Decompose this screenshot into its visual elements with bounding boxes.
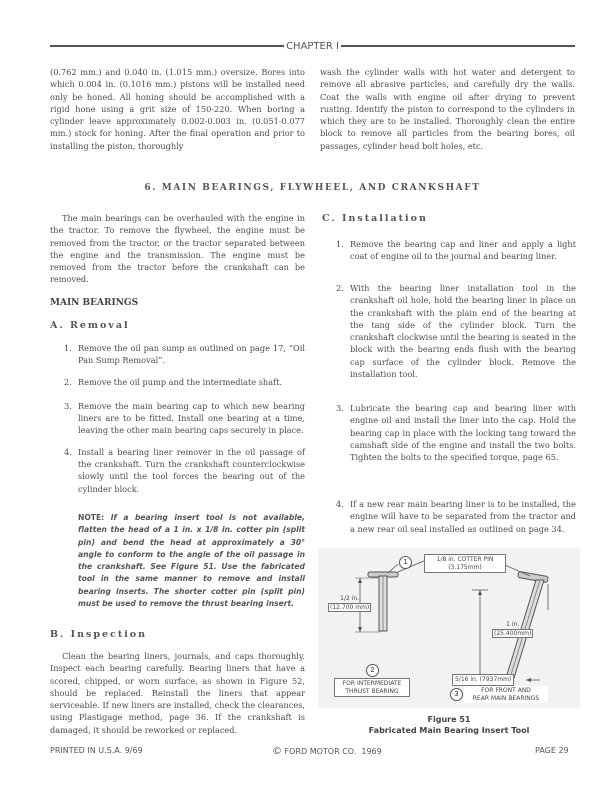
removal-step xyxy=(64,400,305,437)
section-title: 6. MAIN BEARINGS, FLYWHEEL, AND CRANKSHAFT xyxy=(144,183,481,193)
front-rear-main-label xyxy=(464,686,548,703)
step-text: Remove the oil pump and the intermediate shaft. xyxy=(78,376,282,387)
step-text: Remove the bearing cap and liner and apply a light coat of engine oil to the journal and bearing liner. xyxy=(350,239,576,262)
installation-step xyxy=(336,282,576,380)
step-number: 3. xyxy=(64,400,72,411)
intro-right-paragraph: wash the cylinder walls with hot water and detergent to remove all abrasive particles, and carefully dry the walls. Coat the walls with engine oil after drying to prevent rusting. Identify the piston to correspond to the cylinders in which they are to be installed. Thoroughly clean the entire block to remove all particles from the bearing bores, oil passages, cylinder head bolt holes, etc. xyxy=(320,67,575,151)
long-length-label xyxy=(490,620,535,639)
installation-heading: C. Installation xyxy=(322,213,428,224)
step-number: 2. xyxy=(336,283,344,293)
short-length-metric: (12.700 mm) xyxy=(330,603,370,611)
label-line: THRUST BEARING xyxy=(345,687,399,695)
removal-steps xyxy=(64,342,305,495)
step-text: Install a bearing liner remover in the oil passage of the crankshaft. Turn the crankshaft counterclockwise slowly until the tool forces the bearing out of the cylinder block. xyxy=(78,446,305,494)
label-line: FOR FRONT AND xyxy=(481,687,531,694)
step-number: 3. xyxy=(336,403,344,413)
header-rule-right xyxy=(341,45,575,47)
chapter-header xyxy=(50,40,575,52)
copyright-icon: © xyxy=(272,746,282,757)
figure-51-illustration xyxy=(318,548,580,708)
short-length-inch: 1/2 in. xyxy=(340,595,360,602)
step-text: With the bearing liner installation tool in the crankshaft oil hole, hold the bearing liner in place on the crankshaft with the plain end of the bearing at the tang side of the cylinder block. Turn the crankshaft clockwise until the bearing is seated in the block with the bearing ends flush with the bearing cap surface of the cylinder block. Remove the installation tool. xyxy=(350,283,576,380)
chapter-label: CHAPTER I xyxy=(286,40,339,52)
step-number: 4. xyxy=(336,499,344,509)
copyright-text: FORD MOTOR CO. 1969 xyxy=(284,747,382,756)
step-number: 1. xyxy=(336,239,344,249)
offset-label: 5/16 in. (7937mm) xyxy=(452,674,514,686)
step-number: 4. xyxy=(64,446,72,457)
step-text: Remove the oil pan sump as outlined on page 17, “Oil Pan Sump Removal”. xyxy=(78,343,305,366)
cotter-pin-size: 1/8 in. COTTER PIN xyxy=(436,556,494,563)
label-line: FOR INTERMEDIATE xyxy=(342,680,402,687)
step-text: If a new rear main bearing liner is to be installed, the engine will have to be separated from the tractor and a new rear oil seal installed as outlined on page 34. xyxy=(350,499,576,534)
inspection-paragraph: Clean the bearing liners, journals, and caps thoroughly. Inspect each bearing carefully. Bearing liners that have a scored, chipped, or worn surface, as shown in Figure 52, should be replaced. Reinstall the liners that appear serviceable. If new liners are installed, check the clearances, using Plastigage method, page 36. If the crankshaft is damaged, it should be reworked or replaced. xyxy=(50,651,305,735)
figure-caption-number: Figure 51 xyxy=(427,715,471,724)
removal-step xyxy=(64,342,305,367)
note-text: If a bearing insert tool is not available, flatten the head of a 1 in. x 1/8 in. cotter pin (split pin) and bend the head at approximately a 30° angle to conform to the angle of the oil passage in the crankshaft. See Figure 51. Use the fabricated tool in the same manner to remove and install bearing inserts. The shorter cotter pin (split pin) must be used to remove the thrust bearing insert. xyxy=(78,513,305,609)
note-label: NOTE: xyxy=(78,513,105,522)
removal-step xyxy=(64,376,305,388)
intermediate-thrust-label xyxy=(334,678,410,697)
callout-2: 2 xyxy=(366,664,379,677)
footer-copyright xyxy=(272,746,382,757)
step-text: Lubricate the bearing cap and bearing liner with engine oil and install the liner into the cap. Hold the bearing cap in place with the locking tang toward the camshaft side of the engine and install the two bolts. Tighten the bolts to the specified torque, page 65. xyxy=(350,403,576,463)
figure-caption-title: Fabricated Main Bearing Insert Tool xyxy=(368,726,530,735)
section-intro-paragraph: The main bearings can be overhauled with the engine in the tractor. To remove the flywheel, the engine must be removed from the tractor, or the tractor separated between the engine and the transmission. The engine must be removed from the tractor before the crankshaft can be removed. xyxy=(50,213,305,285)
short-length-label xyxy=(326,594,373,613)
callout-3: 3 xyxy=(450,688,463,701)
step-text: Remove the main bearing cap to which new bearing liners are to be fitted. Install one bearing at a time, leaving the other main bearing caps securely in place. xyxy=(78,400,305,436)
installation-step xyxy=(336,238,576,263)
cotter-pin-label xyxy=(424,554,506,573)
removal-step xyxy=(64,446,305,495)
main-bearings-subheading: MAIN BEARINGS xyxy=(50,298,139,308)
step-number: 2. xyxy=(64,376,72,387)
long-length-inch: 1 in. xyxy=(506,621,520,628)
footer-page-number: PAGE 29 xyxy=(535,746,569,755)
removal-heading: A. Removal xyxy=(50,320,130,331)
long-length-metric: (25.400mm) xyxy=(494,629,532,637)
label-line: REAR MAIN BEARINGS xyxy=(472,694,540,702)
installation-step xyxy=(336,402,576,463)
footer-printed: PRINTED IN U.S.A. 9/69 xyxy=(50,746,143,755)
step-number: 1. xyxy=(64,343,72,353)
intro-left-paragraph: (0.762 mm.) and 0.040 in. (1.015 mm.) oversize. Bores into which 0.004 in. (0.1016 mm.) pistons will be installed need only be honed. All honing should be accomplished with a rigid hone using a grit size of 150-220. When boring a cylinder leave approximately 0.002-0.003 in. (0.051-0.077 mm.) stock for honing. After the final operation and prior to installing the piston, thoroughly xyxy=(50,67,305,151)
inspection-heading: B. Inspection xyxy=(50,629,148,640)
header-rule-left xyxy=(50,45,284,47)
note-block xyxy=(78,512,305,610)
cotter-pin-metric: (3.175mm) xyxy=(448,563,482,571)
callout-1: 1 xyxy=(399,556,412,569)
installation-step xyxy=(336,498,576,535)
